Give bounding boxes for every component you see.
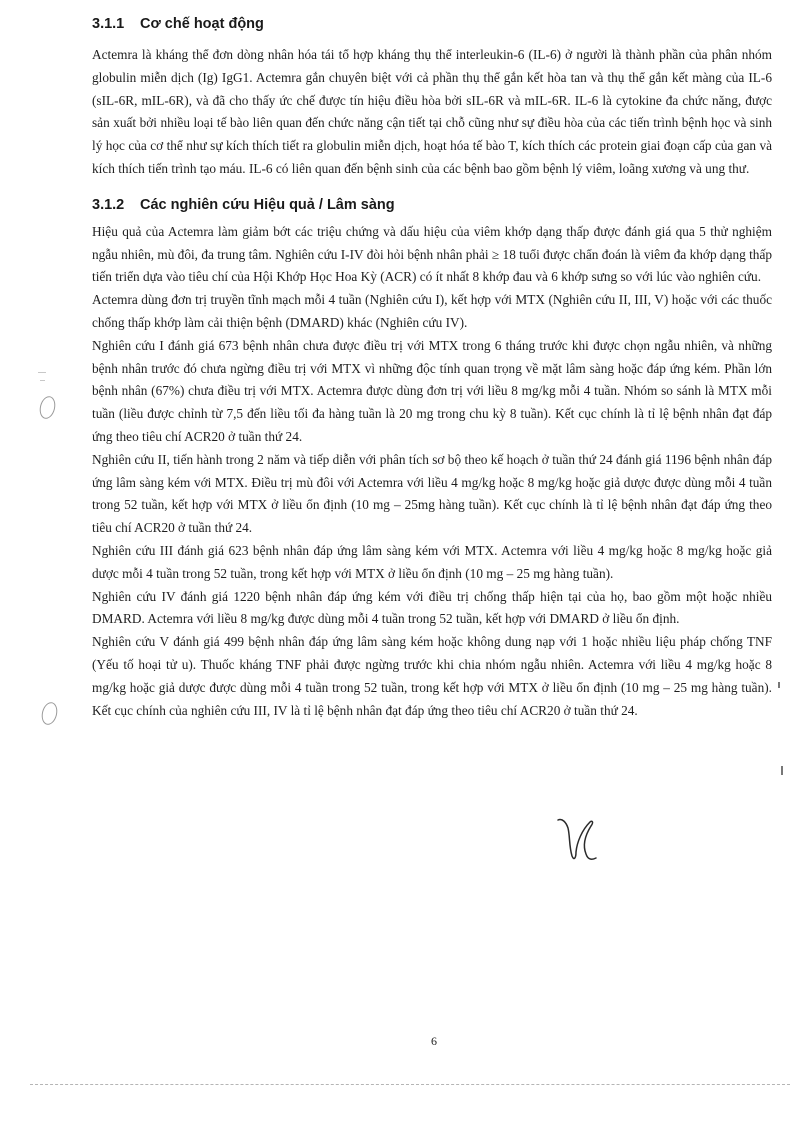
edge-mark xyxy=(778,682,780,688)
margin-mark xyxy=(40,380,45,381)
study-2-paragraph: Nghiên cứu II, tiến hành trong 2 năm và tiếp diễn với phân tích sơ bộ theo kế hoạch ở tuần thứ 24 đánh giá 1196 bệnh nhân đáp ứng lâm sàng kém với MTX. Điều trị mù đôi với Actemra với liều 4 mg/kg hoặc 8 mg/kg hoặc giả dược được dùng mỗi 4 tuần trong 52 tuần, kết hợp với MTX ở liều ổn định (10 mg – 25mg hàng tuần). Kết cục chính là tỉ lệ bệnh nhân đạt đáp ứng theo tiêu chí ACR20 ở tuần thứ 24. xyxy=(92,451,772,536)
study-1-paragraph: Nghiên cứu I đánh giá 673 bệnh nhân chưa được điều trị với MTX trong 6 tháng trước khi được chọn ngẫu nhiên, và những bệnh nhân trước đó chưa ngừng điều trị với MTX vì những độc tính quan trọng về mặt lâm sàng hoặc đáp ứng kém. Phần lớn bệnh nhân (67%) chưa điều trị với MTX. Actemra được dùng đơn trị với liều 8 mg/kg mỗi 4 tuần. Nhóm so sánh là MTX mỗi tuần (liều được chỉnh từ 7,5 đến liều tối đa hàng tuần là 20 mg trong chu kỳ 8 tuần). Kết cục chính là tỉ lệ bệnh nhân đạt đáp ứng theo tiêu chí ACR20 ở tuần thứ 24. xyxy=(92,337,772,444)
mechanism-paragraph: Actemra là kháng thể đơn dòng nhân hóa tái tổ hợp kháng thụ thể interleukin-6 (IL-6) ở người là thành phần của phân nhóm globulin miễn dịch (Ig) IgG1. Actemra gắn chuyên biệt với cả phần thụ thể gắn kết hòa tan và thụ thể gắn kết màng của IL-6 (sIL-6R, mIL-6R), và đã cho thấy ức chế được tín hiệu điều hòa bởi sIL-6R và mIL-6R. IL-6 là cytokine đa chức năng, được sản xuất bởi nhiều loại tế bào liên quan đến chức năng cận tiết tại chỗ cũng như sự điều hòa của các tiến trình bệnh học và sinh lý học của cơ thể như sự kích thích tiết ra globulin miễn dịch, hoạt hóa tế bào T, kích thích các protein giai đoạn cấp của gan và kích thích tiến trình tạo máu. IL-6 có liên quan đến bệnh sinh của các bệnh bao gồm bệnh lý viêm, loãng xương và ung thư. xyxy=(92,47,772,176)
section-title: Các nghiên cứu Hiệu quả / Lâm sàng xyxy=(140,196,395,213)
dosing-paragraph: Actemra dùng đơn trị truyền tĩnh mạch mỗi 4 tuần (Nghiên cứu I), kết hợp với MTX (Nghiên cứu II, III, V) hoặc với các thuốc chống thấp khớp làm cải thiện bệnh (DMARD) khác (Nghiên cứu IV). xyxy=(92,292,772,330)
edge-mark xyxy=(781,766,783,775)
section-number: 3.1.1 xyxy=(92,16,125,32)
section-title: Cơ chế hoạt động xyxy=(140,16,264,32)
study-4-paragraph: Nghiên cứu IV đánh giá 1220 bệnh nhân đáp ứng kém với điều trị chống thấp hiện tại của họ, bao gồm một hoặc nhiều DMARD. Actemra với liều 8 mg/kg được dùng mỗi 4 tuần trong 52 tuần, kết hợp với DMARD ở liều ổn định. xyxy=(92,588,772,627)
margin-mark xyxy=(38,372,46,373)
section-heading-mechanism xyxy=(92,14,772,34)
section-number: 3.1.2 xyxy=(92,196,125,213)
handwritten-initial-mark xyxy=(552,814,602,866)
punch-hole-mark xyxy=(39,701,59,727)
footer-divider xyxy=(30,1084,790,1085)
page-number: 6 xyxy=(431,1034,437,1048)
efficacy-intro-paragraph: Hiệu quả của Actemra làm giảm bớt các triệu chứng và dấu hiệu của viêm khớp dạng thấp được đánh giá qua 5 thử nghiệm ngẫu nhiên, mù đôi, đa trung tâm. Nghiên cứu I-IV đòi hỏi bệnh nhân phải ≥ 18 tuổi được chẩn đoán là viêm đa khớp dạng thấp tiến triển dựa vào tiêu chí của Hội Khớp Học Hoa Kỳ (ACR) có ít nhất 8 khớp đau và 6 khớp sưng so với lúc vào nghiên cứu. xyxy=(92,223,772,285)
study-3-paragraph: Nghiên cứu III đánh giá 623 bệnh nhân đáp ứng lâm sàng kém với MTX. Actemra với liều 4 mg/kg hoặc 8 mg/kg hoặc giả dược mỗi 4 tuần trong 52 tuần, trong kết hợp với MTX ở liều ổn định (10 mg – 25 mg hàng tuần). xyxy=(92,542,772,581)
punch-hole-mark xyxy=(37,395,57,421)
page-content xyxy=(92,14,772,722)
study-5-paragraph: Nghiên cứu V đánh giá 499 bệnh nhân đáp ứng lâm sàng kém hoặc không dung nạp với 1 hoặc nhiều liệu pháp chống TNF (Yếu tố hoại tử u). Thuốc kháng TNF phải được ngừng trước khi chia nhóm ngẫu nhiên. Actemra với liều 4 mg/kg hoặc 8 mg/kg hoặc giả dược được dùng mỗi 4 tuần trong 52 tuần, trong kết hợp với MTX ở liều ổn định (10 mg – 25 mg hàng tuần). Kết cục chính của nghiên cứu III, IV là tỉ lệ bệnh nhân đạt đáp ứng theo tiêu chí ACR20 ở tuần thứ 24. xyxy=(92,634,772,718)
section-heading-clinical-studies xyxy=(92,195,772,215)
